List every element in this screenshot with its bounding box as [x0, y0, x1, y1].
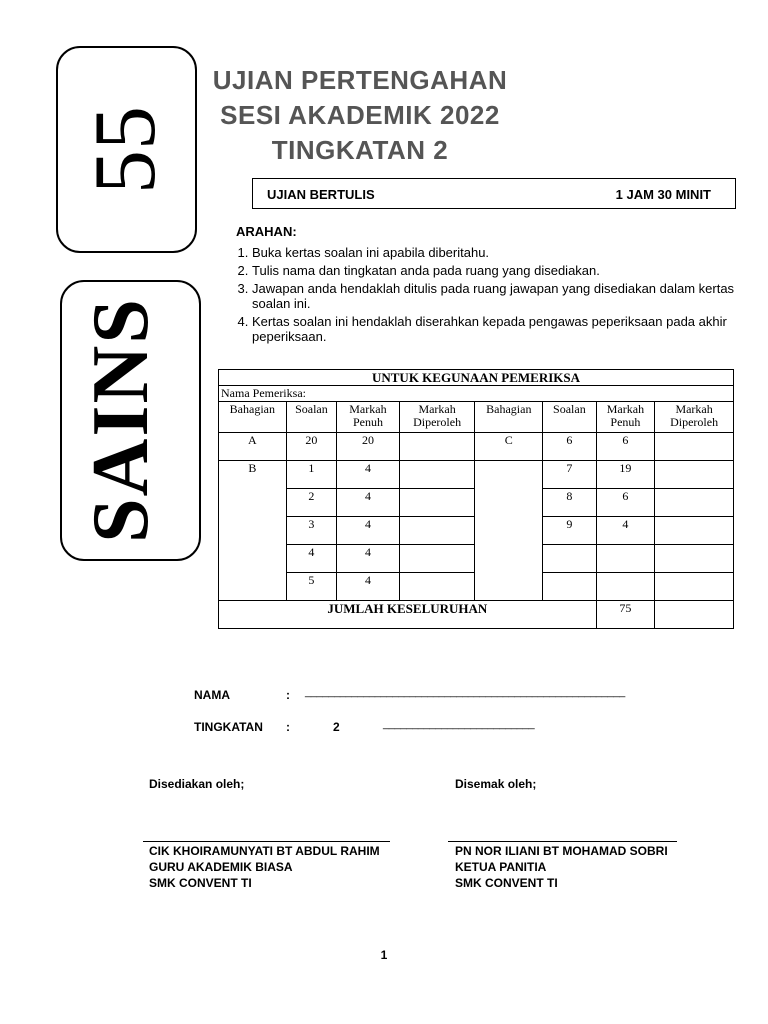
question-cell [543, 573, 597, 601]
total-obtained-mark[interactable] [655, 601, 734, 629]
obtained-mark-cell[interactable] [399, 433, 475, 461]
full-mark-cell: 4 [337, 517, 400, 545]
obtained-mark-cell[interactable] [399, 461, 475, 489]
instructions-list [236, 245, 736, 344]
checked-by-name: PN NOR ILIANI BT MOHAMAD SOBRI [455, 844, 668, 858]
question-cell: 3 [286, 517, 336, 545]
header-cell: Bahagian [475, 402, 543, 433]
prepared-by-title: GURU AKADEMIK BIASA [149, 860, 293, 874]
name-label: NAMA [194, 688, 230, 702]
prepared-by-school: SMK CONVENT TI [149, 876, 252, 890]
form-value: 2 [333, 720, 340, 734]
question-cell: 6 [543, 433, 597, 461]
checked-by-block [455, 843, 668, 891]
header-cell: Markah Penuh [337, 402, 400, 433]
header-cell: Soalan [543, 402, 597, 433]
instruction-item: 4. Kertas soalan ini hendaklah diserahkan kepada pengawas peperiksaan pada akhir peperiksaan. [252, 314, 736, 344]
full-mark-cell: 6 [596, 489, 655, 517]
checked-by-title: KETUA PANITIA [455, 860, 547, 874]
paper-code: 55 [77, 106, 174, 194]
instructions [236, 224, 736, 347]
full-mark-cell: 6 [596, 433, 655, 461]
exam-duration: 1 JAM 30 MINIT [615, 187, 711, 202]
full-mark-cell: 20 [337, 433, 400, 461]
header-cell: Bahagian [219, 402, 287, 433]
section-a-cell: A [219, 433, 287, 461]
form-colon: : [286, 720, 290, 734]
checked-signature-line [448, 841, 677, 842]
question-cell: 2 [286, 489, 336, 517]
full-mark-cell: 4 [337, 489, 400, 517]
obtained-mark-cell[interactable] [655, 573, 734, 601]
prepared-by-name: CIK KHOIRAMUNYATI BT ABDUL RAHIM [149, 844, 380, 858]
checked-by-school: SMK CONVENT TI [455, 876, 558, 890]
examiner-name-label: Nama Pemeriksa: [219, 386, 734, 402]
checked-by-label: Disemak oleh; [455, 777, 537, 791]
obtained-mark-cell[interactable] [399, 573, 475, 601]
question-cell: 7 [543, 461, 597, 489]
total-full-mark: 75 [596, 601, 655, 629]
title-line-3: TINGKATAN 2 [271, 135, 449, 165]
exam-type: UJIAN BERTULIS [267, 187, 375, 202]
full-mark-cell: 4 [337, 461, 400, 489]
question-cell: 4 [286, 545, 336, 573]
full-mark-cell: 4 [337, 573, 400, 601]
question-cell [543, 545, 597, 573]
title-line-1: UJIAN PERTENGAHAN [212, 65, 508, 95]
page-number: 1 [380, 948, 388, 962]
question-cell: 8 [543, 489, 597, 517]
header-cell: Soalan [286, 402, 336, 433]
full-mark-cell [596, 545, 655, 573]
prepared-by-label: Disediakan oleh; [149, 777, 245, 791]
obtained-mark-cell[interactable] [399, 489, 475, 517]
question-cell: 1 [286, 461, 336, 489]
instruction-item: 3. Jawapan anda hendaklah ditulis pada ruang jawapan yang disediakan dalam kertas soalan ini. [252, 281, 736, 311]
obtained-mark-cell[interactable] [655, 545, 734, 573]
section-c-cell: C [475, 433, 543, 461]
full-mark-cell: 19 [596, 461, 655, 489]
title-line-2: SESI AKADEMIK 2022 [220, 100, 500, 130]
obtained-mark-cell[interactable] [399, 545, 475, 573]
section-b-cell: B [219, 461, 287, 601]
full-mark-cell: 4 [596, 517, 655, 545]
header-cell: Markah Penuh [596, 402, 655, 433]
instruction-item: 1. Buka kertas soalan ini apabila diberitahu. [252, 245, 736, 260]
question-cell: 20 [286, 433, 336, 461]
instruction-item: 2. Tulis nama dan tingkatan anda pada ruang yang disediakan. [252, 263, 736, 278]
header-cell: Markah Diperoleh [655, 402, 734, 433]
question-cell: 5 [286, 573, 336, 601]
header-cell: Markah Diperoleh [399, 402, 475, 433]
obtained-mark-cell[interactable] [655, 517, 734, 545]
exam-info-box [252, 178, 736, 209]
instructions-heading: ARAHAN: [236, 224, 297, 239]
full-mark-cell: 4 [337, 545, 400, 573]
total-label: JUMLAH KESELURUHAN [219, 601, 597, 629]
section-c-continued-cell [475, 461, 543, 601]
prepared-by-block [149, 843, 380, 891]
form-label: TINGKATAN [194, 720, 263, 734]
obtained-mark-cell[interactable] [399, 517, 475, 545]
subject-name: SAINS [77, 297, 165, 543]
obtained-mark-cell[interactable] [655, 461, 734, 489]
obtained-mark-cell[interactable] [655, 433, 734, 461]
obtained-mark-cell[interactable] [655, 489, 734, 517]
form-field[interactable]: __________________________ [383, 718, 535, 730]
name-field[interactable]: _______________________________________________________ [305, 686, 625, 698]
name-colon: : [286, 688, 290, 702]
examiner-table [218, 369, 734, 629]
prepared-signature-line [143, 841, 390, 842]
question-cell: 9 [543, 517, 597, 545]
full-mark-cell [596, 573, 655, 601]
table-caption: UNTUK KEGUNAAN PEMERIKSA [219, 370, 734, 386]
